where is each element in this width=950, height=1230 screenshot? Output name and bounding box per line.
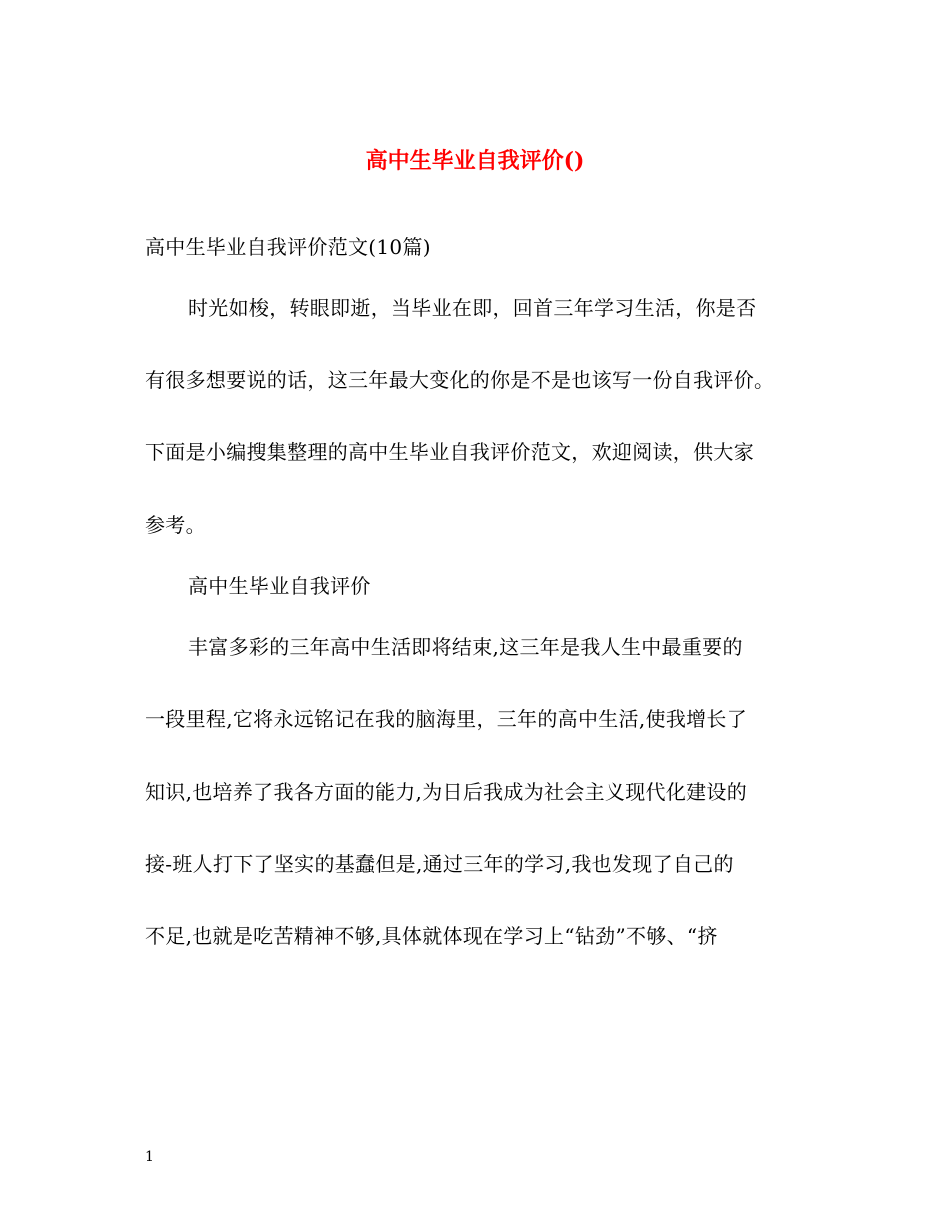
paragraph-line: 丰富多彩的三年高中生活即将结束,这三年是我人生中最重要的 <box>188 635 743 659</box>
page-number: 1 <box>145 1149 154 1165</box>
paragraph-line: 有很多想要说的话，这三年最大变化的你是不是也该写一份自我评价。 <box>145 368 775 392</box>
paragraph-line: 下面是小编搜集整理的高中生毕业自我评价范文，欢迎阅读，供大家 <box>145 440 754 464</box>
subtitle-line: 高中生毕业自我评价范文(10篇) <box>145 235 431 259</box>
paragraph-line: 接-班人打下了坚实的基蠢但是,通过三年的学习,我也发现了自己的 <box>145 852 734 876</box>
paragraph-line: 知识,也培养了我各方面的能力,为日后我成为社会主义现代化建设的 <box>145 780 748 804</box>
section-heading: 高中生毕业自我评价 <box>188 574 371 598</box>
paragraph-line: 时光如梭，转眼即逝，当毕业在即，回首三年学习生活，你是否 <box>188 296 757 320</box>
paragraph-line: 一段里程,它将永远铭记在我的脑海里，三年的高中生活,使我增长了 <box>145 707 748 731</box>
paragraph-line: 参考。 <box>145 513 206 537</box>
paragraph-line: 不足,也就是吃苦精神不够,具体就体现在学习上“钻劲”不够、“挤 <box>145 924 718 948</box>
document-title: 高中生毕业自我评价() <box>365 148 585 174</box>
